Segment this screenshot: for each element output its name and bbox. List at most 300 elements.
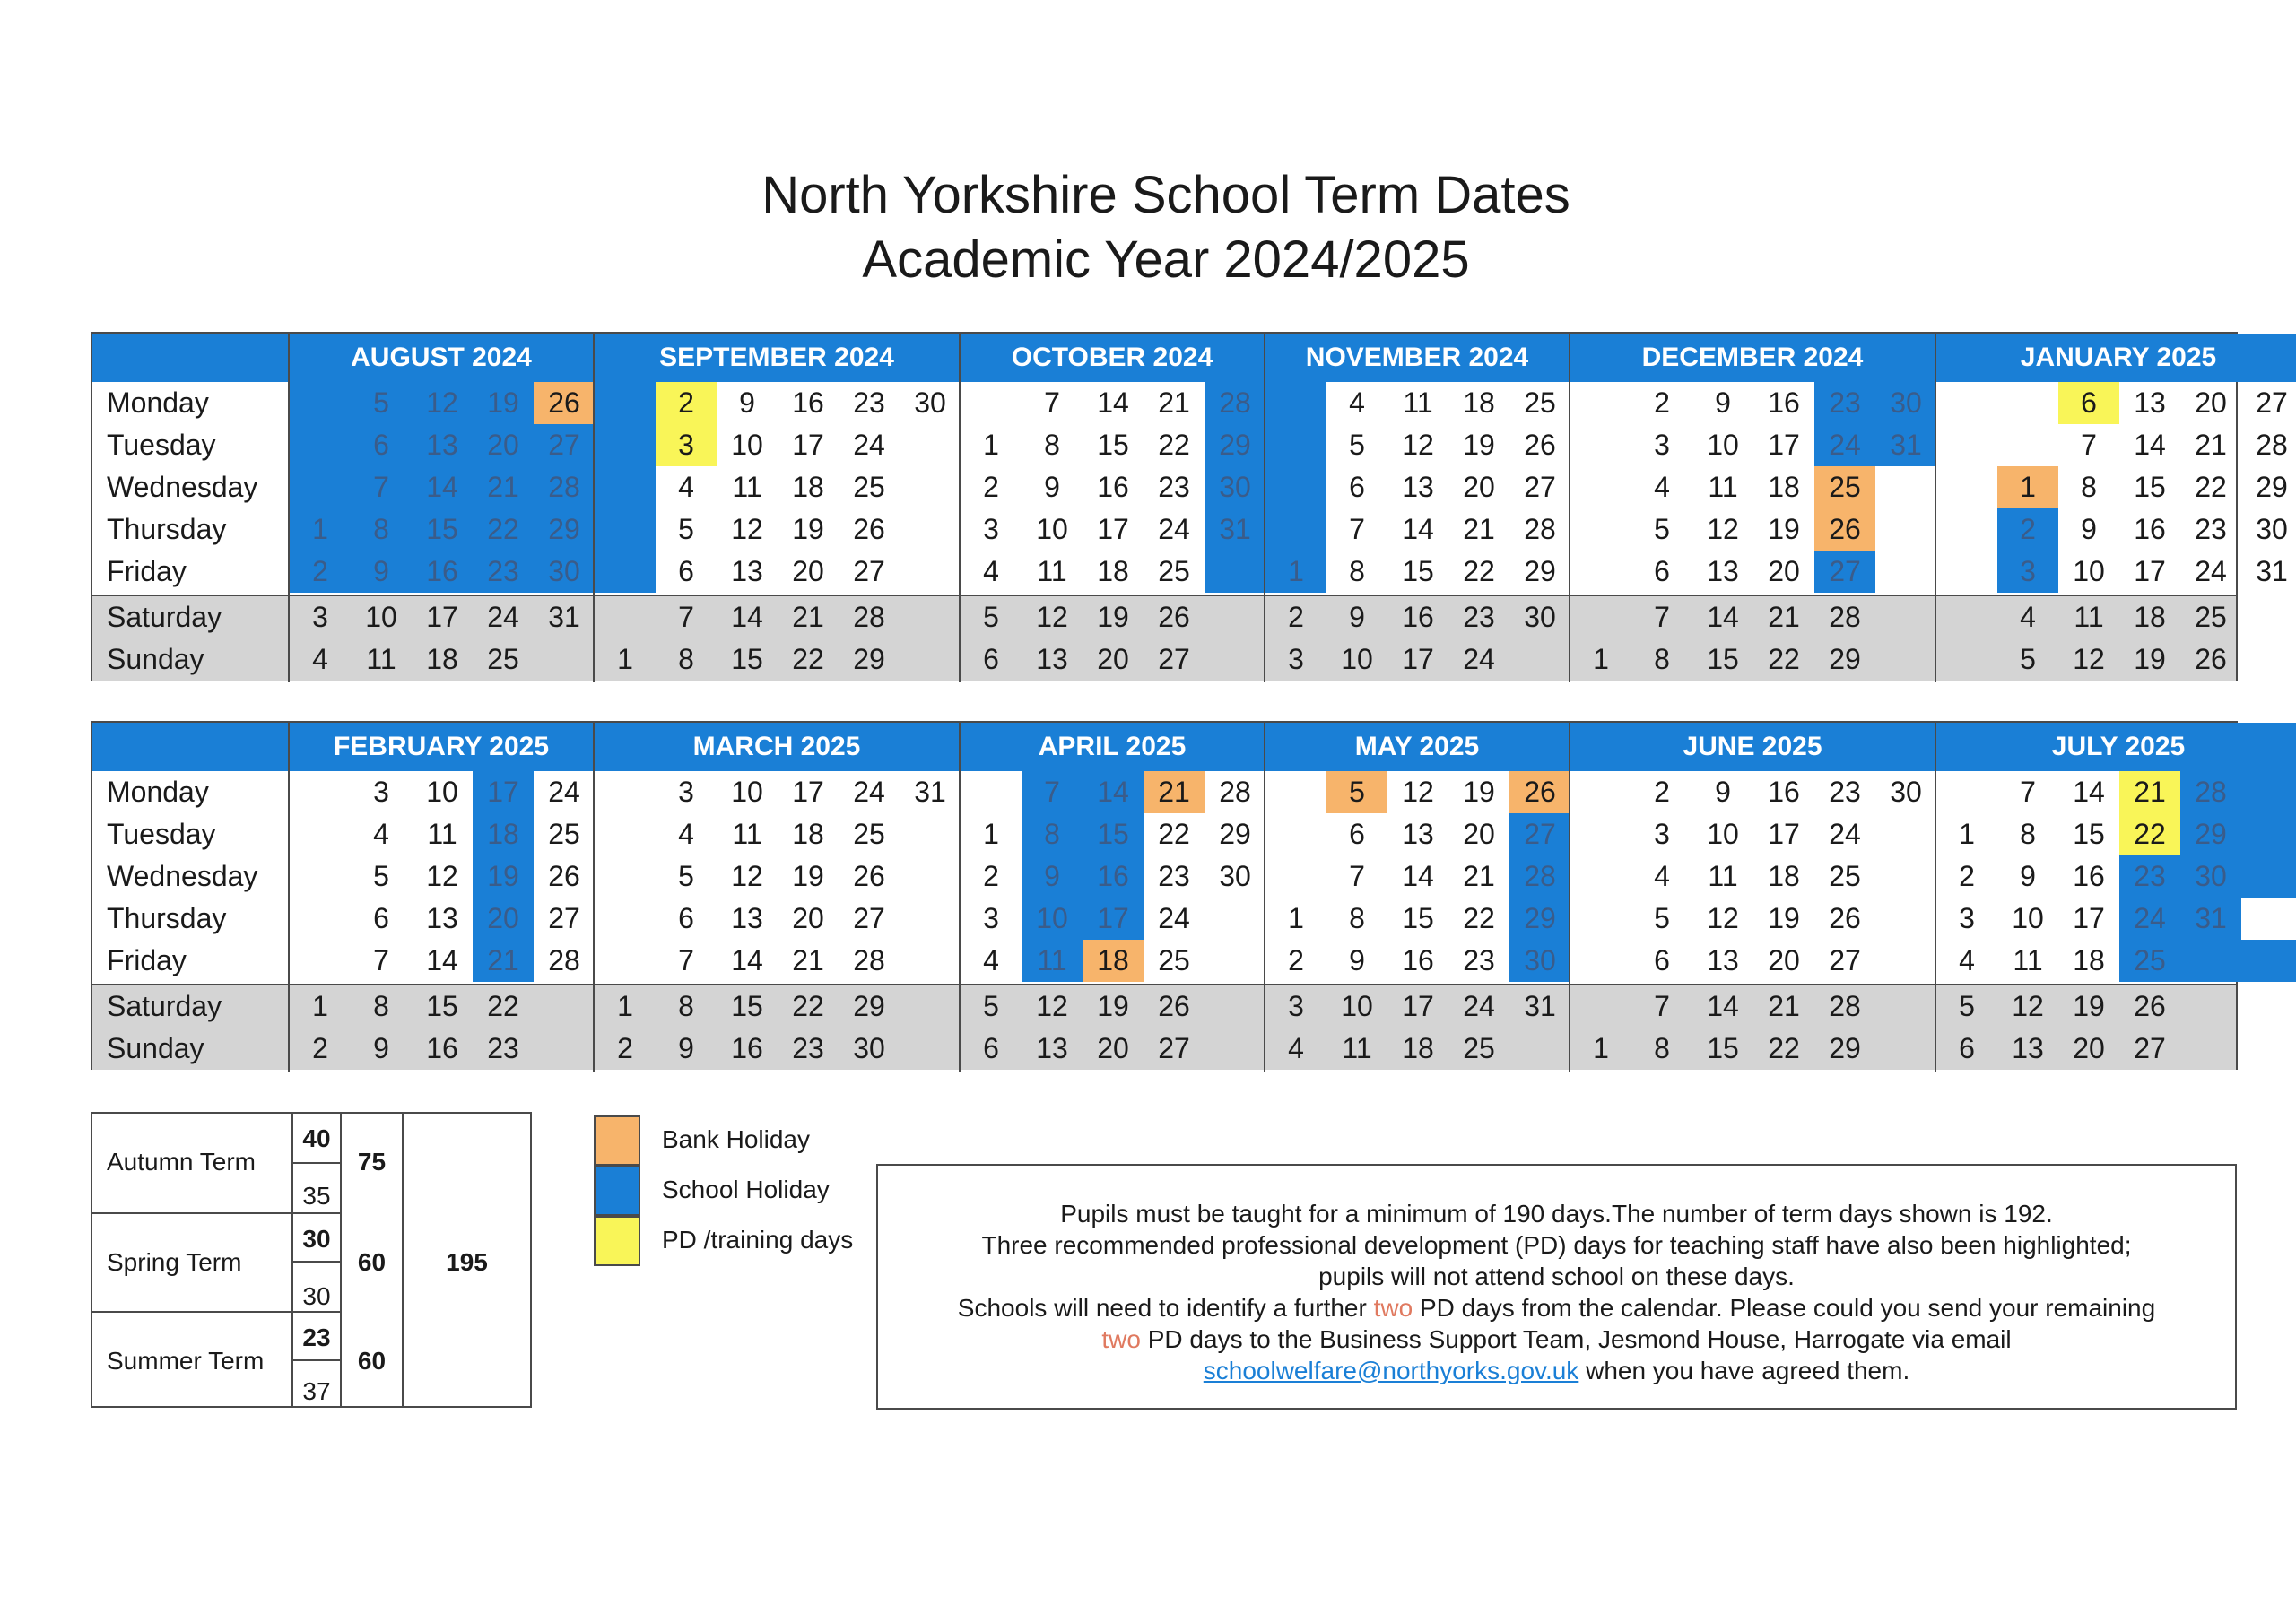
day-cell: 16: [1097, 471, 1129, 503]
day-cell: 21: [1144, 771, 1205, 813]
day-cell: 24: [1829, 818, 1861, 850]
day-cell: 17: [426, 601, 458, 633]
day-cell: 18: [2073, 944, 2105, 976]
day-cell: 18: [1768, 860, 1800, 892]
day-cell: 17: [1097, 513, 1129, 545]
day-cell: 27: [1509, 813, 1570, 855]
email-link[interactable]: schoolwelfare@northyorks.gov.uk: [1203, 1357, 1579, 1384]
day-cell: 5: [2020, 643, 2036, 675]
day-cell: 27: [2256, 386, 2288, 419]
day-cell: 3: [1654, 429, 1670, 461]
day-cell: 12: [1402, 429, 1434, 461]
day-cell: 6: [983, 1032, 999, 1064]
page-title: North Yorkshire School Term Dates: [761, 166, 1570, 224]
day-cell: 13: [426, 902, 458, 934]
day-cell: 22: [1463, 555, 1495, 587]
day-cell: 25: [1463, 1032, 1495, 1064]
day-label: Friday: [107, 555, 187, 587]
day-cell: 14: [1083, 771, 1144, 813]
day-cell: 14: [2134, 429, 2166, 461]
month-header: NOVEMBER 2024: [1265, 334, 1570, 382]
day-cell: 22: [1768, 1032, 1800, 1064]
day-cell: 10: [731, 776, 763, 808]
day-cell: 9: [1715, 386, 1731, 419]
day-cell: 13: [731, 902, 763, 934]
day-cell: 11: [427, 818, 457, 850]
day-cell: 5: [678, 513, 694, 545]
day-cell: 4: [1654, 860, 1670, 892]
day-cell: 20: [1097, 643, 1129, 675]
day-cell: 12: [2012, 990, 2044, 1022]
day-cell: 20: [792, 902, 824, 934]
day-cell: 12: [1036, 990, 1068, 1022]
day-cell: 22: [1463, 902, 1495, 934]
day-cell: 25: [2119, 940, 2180, 982]
day-cell: 29: [1509, 898, 1570, 940]
page-subtitle: Academic Year 2024/2025: [862, 230, 1470, 289]
day-cell: 27: [2134, 1032, 2166, 1064]
day-cell: 19: [1097, 990, 1129, 1022]
day-cell: 5: [373, 860, 389, 892]
day-cell: 4: [678, 818, 694, 850]
day-label: Tuesday: [107, 429, 216, 461]
day-cell: 11: [1708, 471, 1738, 503]
day-cell: 13: [1036, 1032, 1068, 1064]
day-cell: [1265, 508, 1326, 551]
day-cell: 2: [656, 382, 717, 424]
day-cell: 12: [1707, 902, 1739, 934]
day-cell: 10: [2012, 902, 2044, 934]
day-cell: 28: [1205, 382, 1265, 424]
day-cell: 31: [1524, 990, 1556, 1022]
day-cell: 29: [853, 990, 885, 1022]
day-cell: 2: [983, 471, 999, 503]
month-header: JUNE 2025: [1570, 723, 1936, 771]
day-cell: [2241, 855, 2296, 898]
day-cell: 23: [1814, 382, 1875, 424]
day-cell: 7: [2081, 429, 2097, 461]
term-total: 60: [357, 1248, 387, 1276]
day-cell: [2180, 940, 2241, 982]
day-cell: 14: [1402, 860, 1434, 892]
day-cell: 7: [1654, 601, 1670, 633]
day-cell: 16: [2134, 513, 2166, 545]
notes-box: [876, 1164, 2237, 1410]
day-cell: 4: [2020, 601, 2036, 633]
day-label: Thursday: [107, 513, 227, 545]
day-cell: 19: [792, 860, 824, 892]
day-cell: 24: [2195, 555, 2227, 587]
day-cell: 23: [2119, 855, 2180, 898]
day-cell: 11: [1342, 1032, 1372, 1064]
day-cell: 3: [1654, 818, 1670, 850]
day-cell: 4: [1349, 386, 1365, 419]
calendar-block-2025: [91, 721, 2238, 1070]
day-cell: 10: [1022, 898, 1083, 940]
day-cell: 15: [1402, 555, 1434, 587]
day-cell: 12: [1707, 513, 1739, 545]
day-cell: 23: [473, 551, 534, 593]
day-cell: 2: [1654, 776, 1670, 808]
day-cell: 9: [678, 1032, 694, 1064]
day-cell: 28: [2256, 429, 2288, 461]
day-cell: 6: [2058, 382, 2119, 424]
day-cell: 5: [351, 382, 412, 424]
day-cell: [2241, 1028, 2296, 1070]
day-cell: 12: [1402, 776, 1434, 808]
day-cell: [2241, 813, 2296, 855]
day-cell: 28: [853, 944, 885, 976]
day-cell: 18: [1463, 386, 1495, 419]
day-cell: 8: [1654, 643, 1670, 675]
day-cell: [595, 551, 656, 593]
day-cell: 27: [1158, 643, 1190, 675]
day-cell: 21: [2195, 429, 2227, 461]
term-name: Spring Term: [107, 1248, 242, 1276]
term-name: Summer Term: [107, 1347, 265, 1375]
day-cell: 25: [548, 818, 580, 850]
day-cell: [290, 424, 351, 466]
day-cell: 27: [1158, 1032, 1190, 1064]
day-cell: 28: [853, 601, 885, 633]
day-cell: 21: [792, 944, 824, 976]
day-cell: 6: [678, 902, 694, 934]
day-cell: 8: [1044, 429, 1060, 461]
day-cell: 7: [1044, 386, 1060, 419]
day-cell: 9: [1349, 601, 1365, 633]
day-cell: 2: [290, 551, 351, 593]
day-cell: 30: [1509, 940, 1570, 982]
note-line: pupils will not attend school on these days.: [1318, 1263, 1795, 1290]
day-cell: 4: [1288, 1032, 1304, 1064]
day-cell: [1205, 551, 1265, 593]
day-cell: 26: [1158, 990, 1190, 1022]
term-days-table: [91, 1112, 532, 1408]
day-cell: 19: [792, 513, 824, 545]
day-cell: 14: [1707, 990, 1739, 1022]
day-cell: 28: [1509, 855, 1570, 898]
day-cell: 17: [1402, 990, 1434, 1022]
day-cell: 20: [2195, 386, 2227, 419]
day-cell: 17: [2134, 555, 2166, 587]
day-label: Sunday: [107, 1032, 204, 1064]
day-cell: 31: [1205, 508, 1265, 551]
day-cell: 17: [1083, 898, 1144, 940]
day-cell: 8: [2081, 471, 2097, 503]
day-cell: 6: [1654, 944, 1670, 976]
day-cell: 10: [1707, 429, 1739, 461]
day-cell: 5: [1959, 990, 1975, 1022]
day-cell: 23: [853, 386, 885, 419]
day-label: Sunday: [107, 643, 204, 675]
day-cell: 20: [2073, 1032, 2105, 1064]
day-cell: 17: [1768, 818, 1800, 850]
day-cell: 5: [678, 860, 694, 892]
day-cell: 12: [412, 382, 473, 424]
day-cell: 27: [548, 902, 580, 934]
day-cell: 12: [2073, 643, 2105, 675]
day-cell: 2: [1997, 508, 2058, 551]
day-cell: 24: [853, 429, 885, 461]
day-cell: 8: [2020, 818, 2036, 850]
day-cell: 3: [983, 513, 999, 545]
day-cell: 6: [1654, 555, 1670, 587]
day-cell: 24: [1158, 902, 1190, 934]
day-cell: 7: [351, 466, 412, 508]
day-cell: 25: [487, 643, 519, 675]
day-cell: 14: [1097, 386, 1129, 419]
day-cell: 17: [473, 771, 534, 813]
day-cell: 15: [412, 508, 473, 551]
day-cell: 14: [2073, 776, 2105, 808]
day-cell: 15: [2073, 818, 2105, 850]
month-divider: [1569, 334, 1570, 682]
day-cell: [1265, 424, 1326, 466]
day-cell: 26: [853, 513, 885, 545]
day-cell: 27: [853, 555, 885, 587]
day-cell: 7: [1349, 513, 1365, 545]
day-cell: 29: [534, 508, 595, 551]
day-cell: 11: [1403, 386, 1433, 419]
day-cell: 24: [2119, 898, 2180, 940]
term-total: 60: [357, 1347, 387, 1375]
day-cell: 15: [731, 990, 763, 1022]
day-cell: 26: [853, 860, 885, 892]
day-cell: 29: [1524, 555, 1556, 587]
month-header: SEPTEMBER 2024: [595, 334, 961, 382]
day-cell: 18: [792, 818, 824, 850]
day-cell: 10: [2073, 555, 2105, 587]
day-cell: 3: [312, 601, 328, 633]
day-cell: 25: [853, 471, 885, 503]
day-cell: 9: [351, 551, 412, 593]
day-cell: 10: [426, 776, 458, 808]
day-cell: 25: [1158, 944, 1190, 976]
day-cell: 26: [1509, 771, 1570, 813]
day-cell: 21: [1768, 990, 1800, 1022]
day-cell: [2241, 771, 2296, 813]
day-cell: 6: [983, 643, 999, 675]
day-cell: 7: [678, 601, 694, 633]
day-cell: [595, 382, 656, 424]
day-cell: 3: [1288, 990, 1304, 1022]
day-cell: 28: [1829, 601, 1861, 633]
day-cell: 16: [1402, 944, 1434, 976]
day-cell: [1265, 382, 1326, 424]
day-cell: 13: [1036, 643, 1068, 675]
day-cell: 27: [1814, 551, 1875, 593]
day-cell: 26: [2195, 643, 2227, 675]
day-cell: 26: [1814, 508, 1875, 551]
day-cell: 22: [792, 643, 824, 675]
day-cell: 5: [1326, 771, 1387, 813]
day-cell: 8: [1349, 902, 1365, 934]
day-cell: 27: [853, 902, 885, 934]
day-label: Thursday: [107, 902, 227, 934]
day-cell: 4: [1654, 471, 1670, 503]
day-cell: 18: [426, 643, 458, 675]
day-cell: 1: [1265, 551, 1326, 593]
day-cell: 10: [1707, 818, 1739, 850]
day-cell: 22: [487, 990, 519, 1022]
day-cell: 6: [351, 424, 412, 466]
day-cell: 29: [853, 643, 885, 675]
day-cell: 22: [792, 990, 824, 1022]
day-cell: 13: [1402, 471, 1434, 503]
day-cell: 24: [1158, 513, 1190, 545]
day-cell: 4: [678, 471, 694, 503]
day-cell: [595, 508, 656, 551]
day-cell: 10: [1341, 990, 1373, 1022]
day-cell: 2: [1654, 386, 1670, 419]
day-cell: 13: [731, 555, 763, 587]
day-cell: 29: [2256, 471, 2288, 503]
day-cell: 17: [792, 429, 824, 461]
day-cell: 26: [534, 382, 595, 424]
day-cell: 28: [548, 944, 580, 976]
note-line: two PD days to the Business Support Team, Jesmond House, Harrogate via email: [1101, 1325, 2012, 1353]
month-header: JULY 2025: [1936, 723, 2296, 771]
day-cell: 22: [1158, 818, 1190, 850]
day-cell: 28: [1219, 776, 1251, 808]
day-cell: 10: [365, 601, 397, 633]
day-cell: 14: [731, 601, 763, 633]
day-cell: 31: [914, 776, 946, 808]
month-header: DECEMBER 2024: [1570, 334, 1936, 382]
day-cell: [595, 466, 656, 508]
day-cell: 11: [2013, 944, 2043, 976]
day-cell: 28: [1829, 990, 1861, 1022]
day-cell: 25: [1524, 386, 1556, 419]
legend-swatch-pd-days: [594, 1216, 640, 1266]
day-cell: 21: [473, 940, 534, 982]
day-cell: 17: [792, 776, 824, 808]
day-cell: 19: [1768, 902, 1800, 934]
day-cell: 9: [373, 1032, 389, 1064]
day-cell: 22: [2195, 471, 2227, 503]
day-cell: 9: [2020, 860, 2036, 892]
day-cell: 30: [853, 1032, 885, 1064]
day-cell: 20: [1768, 555, 1800, 587]
day-cell: 9: [1022, 855, 1083, 898]
day-cell: 26: [1524, 429, 1556, 461]
day-cell: 15: [426, 990, 458, 1022]
term-value: 35: [302, 1182, 331, 1210]
month-header: AUGUST 2024: [290, 334, 595, 382]
day-cell: 17: [1402, 643, 1434, 675]
day-cell: 8: [1022, 813, 1083, 855]
day-cell: 3: [983, 902, 999, 934]
day-cell: 18: [1097, 555, 1129, 587]
day-cell: 18: [473, 813, 534, 855]
day-cell: 1: [617, 990, 633, 1022]
day-cell: 9: [1349, 944, 1365, 976]
day-cell: 30: [1205, 466, 1265, 508]
day-cell: 1: [983, 429, 999, 461]
month-header: APRIL 2025: [961, 723, 1265, 771]
day-cell: 25: [2195, 601, 2227, 633]
day-cell: 6: [1349, 818, 1365, 850]
day-cell: 21: [1768, 601, 1800, 633]
day-label: Wednesday: [107, 860, 258, 892]
day-cell: 20: [792, 555, 824, 587]
day-cell: 27: [1524, 471, 1556, 503]
day-cell: 1: [1593, 1032, 1609, 1064]
day-cell: 24: [548, 776, 580, 808]
day-cell: 16: [1768, 386, 1800, 419]
term-value: 23: [302, 1324, 331, 1351]
day-cell: 26: [548, 860, 580, 892]
legend-label: Bank Holiday: [662, 1125, 810, 1153]
day-cell: 19: [2134, 643, 2166, 675]
month-header: MARCH 2025: [595, 723, 961, 771]
day-cell: 14: [1707, 601, 1739, 633]
day-cell: 11: [732, 818, 762, 850]
day-cell: 18: [2134, 601, 2166, 633]
month-header: FEBRUARY 2025: [290, 723, 595, 771]
day-cell: 14: [426, 944, 458, 976]
day-cell: 18: [792, 471, 824, 503]
day-cell: 13: [2134, 386, 2166, 419]
note-line: Pupils must be taught for a minimum of 190 days.The number of term days shown is 192.: [1060, 1200, 2053, 1228]
day-cell: 3: [373, 776, 389, 808]
day-cell: 31: [2180, 898, 2241, 940]
day-cell: 9: [2081, 513, 2097, 545]
day-cell: [595, 424, 656, 466]
day-cell: 19: [473, 382, 534, 424]
day-cell: 17: [2073, 902, 2105, 934]
day-cell: 2: [1288, 601, 1304, 633]
day-cell: 18: [1402, 1032, 1434, 1064]
day-label: Tuesday: [107, 818, 216, 850]
term-value: 37: [302, 1377, 331, 1405]
day-cell: 8: [678, 643, 694, 675]
day-cell: 6: [1959, 1032, 1975, 1064]
note-line: schoolwelfare@northyorks.gov.uk when you have agreed them.: [1203, 1357, 1910, 1384]
day-cell: 26: [1158, 601, 1190, 633]
day-cell: 12: [731, 513, 763, 545]
day-cell: 30: [1890, 776, 1922, 808]
day-cell: 8: [351, 508, 412, 551]
day-cell: 18: [1083, 940, 1144, 982]
day-cell: 24: [1463, 990, 1495, 1022]
day-cell: 28: [1524, 513, 1556, 545]
term-value: 40: [302, 1124, 331, 1152]
day-cell: 7: [2020, 776, 2036, 808]
month-divider: [1569, 723, 1570, 1072]
day-cell: 13: [1707, 944, 1739, 976]
day-cell: 10: [1036, 513, 1068, 545]
day-cell: 15: [2134, 471, 2166, 503]
day-cell: 16: [792, 386, 824, 419]
day-cell: 1: [1593, 643, 1609, 675]
day-cell: 15: [1707, 1032, 1739, 1064]
day-cell: 27: [534, 424, 595, 466]
day-cell: 28: [2180, 771, 2241, 813]
day-cell: 1: [617, 643, 633, 675]
day-cell: 16: [412, 551, 473, 593]
day-cell: 13: [1402, 818, 1434, 850]
day-cell: 1: [1959, 818, 1975, 850]
day-cell: 19: [1463, 429, 1495, 461]
day-cell: 16: [426, 1032, 458, 1064]
day-cell: 9: [739, 386, 755, 419]
day-label: Wednesday: [107, 471, 258, 503]
day-label: Saturday: [107, 601, 222, 633]
day-cell: 7: [1022, 771, 1083, 813]
day-cell: 5: [983, 990, 999, 1022]
day-cell: 22: [1768, 643, 1800, 675]
